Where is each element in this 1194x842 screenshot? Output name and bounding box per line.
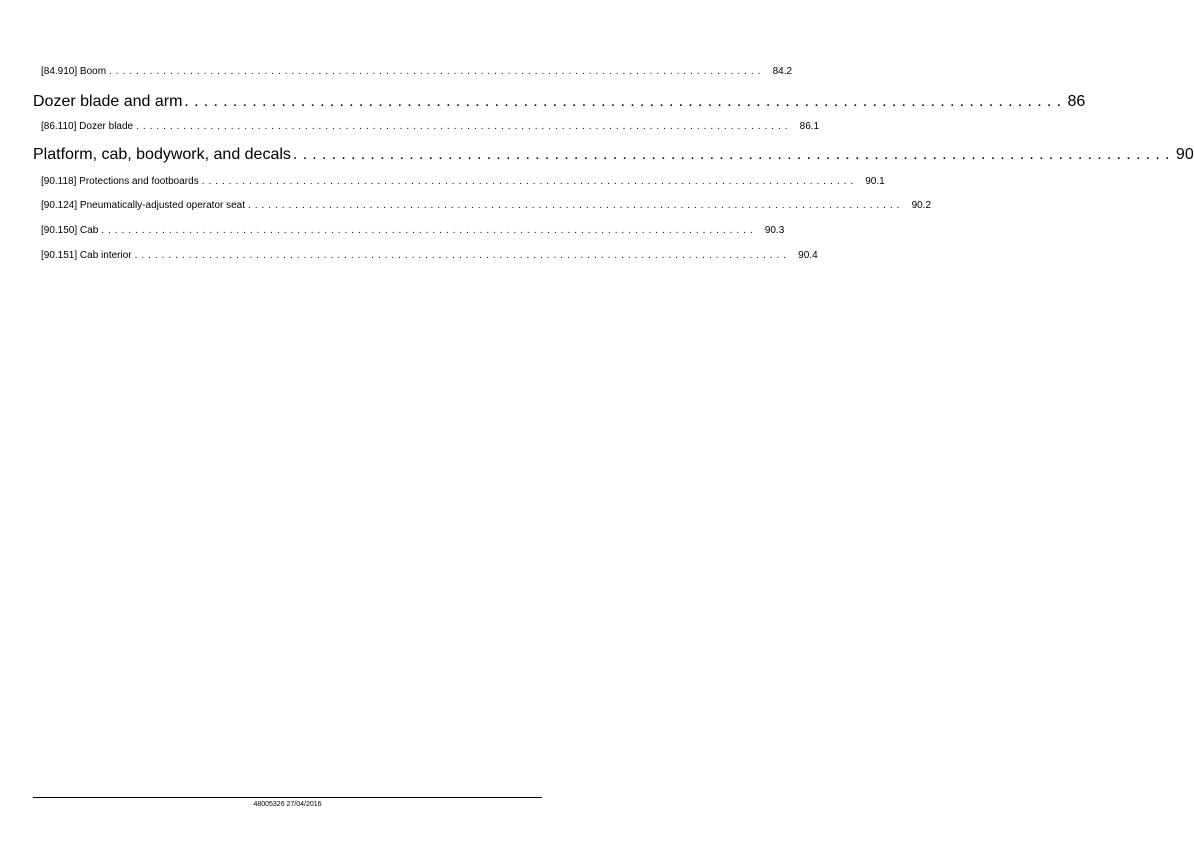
toc-entry-page: 84.2	[772, 66, 793, 77]
footer-document-id: 48005326 27/04/2016	[253, 801, 322, 808]
toc-entry-label: [90.150] Cab	[41, 225, 99, 236]
toc-entry-label: [84.910] Boom	[41, 66, 107, 77]
toc-section-page: 86	[1067, 93, 1086, 110]
dot-leader: . . . . . . . . . . . . . . . . . . . . . . . . . . . . . . . . . . . . . . . . . . . . . . . . . . . . . . . . . . . . . . . . . . . . . . . . . . . . . . . . . . . . . . . . . . . . . . . . .	[101, 225, 754, 236]
toc-entry-label: [90.124] Pneumatically-adjusted operator seat	[41, 200, 246, 211]
dot-leader: . . . . . . . . . . . . . . . . . . . . . . . . . . . . . . . . . . . . . . . . . . . . . . . . . . . . . . . . . . . . . . . . . . . . . . . . . . . . . . . . . . . . . . . . . . . . . . . . .	[136, 121, 789, 132]
dot-leader: . . . . . . . . . . . . . . . . . . . . . . . . . . . . . . . . . . . . . . . . . . . . . . . . . . . . . . . . . . . . . . . . . . . . . . . . . . . . . . . . . . . . . . . . . . . . . . . . .	[134, 250, 787, 261]
toc-section-page: 90	[1175, 146, 1194, 163]
dot-leader: . . . . . . . . . . . . . . . . . . . . . . . . . . . . . . . . . . . . . . . . . . . . . . . . . . . . . . . . . . . . . . . . . . . . . . . . . . . . . . . . . . . . . . . . . . . . . . . . .	[109, 66, 762, 77]
toc-entry-page: 86.1	[799, 121, 820, 132]
toc-section-label: Platform, cab, bodywork, and decals	[33, 146, 291, 163]
toc-entry-label: [90.118] Protections and footboards	[41, 176, 199, 187]
toc-section-platform-cab-bodywork-decals[interactable]	[33, 146, 1194, 164]
toc-entry-protections-and-footboards[interactable]	[33, 176, 885, 187]
toc-entry-page: 90.2	[911, 200, 932, 211]
toc-entry-label: [86.110] Dozer blade	[41, 121, 134, 132]
dot-leader: . . . . . . . . . . . . . . . . . . . . . . . . . . . . . . . . . . . . . . . . . . . . . . . . . . . . . . . . . . . . . . . . . . . . . . . . . . . . . . . . . . . . . . . . . . . . . . . . .	[201, 176, 854, 187]
toc-entry-page: 90.3	[764, 225, 785, 236]
toc-entry-page: 90.1	[865, 176, 885, 187]
toc-entry-label: [90.151] Cab interior	[41, 250, 132, 261]
toc-entry-cab-interior[interactable]	[33, 250, 818, 261]
toc-section-dozer-blade-and-arm[interactable]	[33, 93, 1086, 111]
dot-leader: . . . . . . . . . . . . . . . . . . . . . . . . . . . . . . . . . . . . . . . . . . . . . . . . . . . . . . . . . . . . . . . . . . . . . . . . . . . . . . . . . . . . . . . . . . .	[184, 93, 1062, 110]
toc-entry-operator-seat[interactable]	[33, 200, 932, 211]
toc-entry-page: 90.4	[798, 250, 818, 261]
toc-entry-dozer-blade[interactable]	[33, 121, 820, 132]
dot-leader: . . . . . . . . . . . . . . . . . . . . . . . . . . . . . . . . . . . . . . . . . . . . . . . . . . . . . . . . . . . . . . . . . . . . . . . . . . . . . . . . . . . . . . . . . . . . . . . . .	[248, 200, 901, 211]
footer-divider	[33, 797, 542, 798]
toc-entry-boom[interactable]	[33, 66, 793, 77]
toc-entry-cab[interactable]	[33, 225, 785, 236]
toc-section-label: Dozer blade and arm	[33, 93, 183, 110]
dot-leader: . . . . . . . . . . . . . . . . . . . . . . . . . . . . . . . . . . . . . . . . . . . . . . . . . . . . . . . . . . . . . . . . . . . . . . . . . . . . . . . . . . . . . . . . . . .	[292, 146, 1170, 163]
